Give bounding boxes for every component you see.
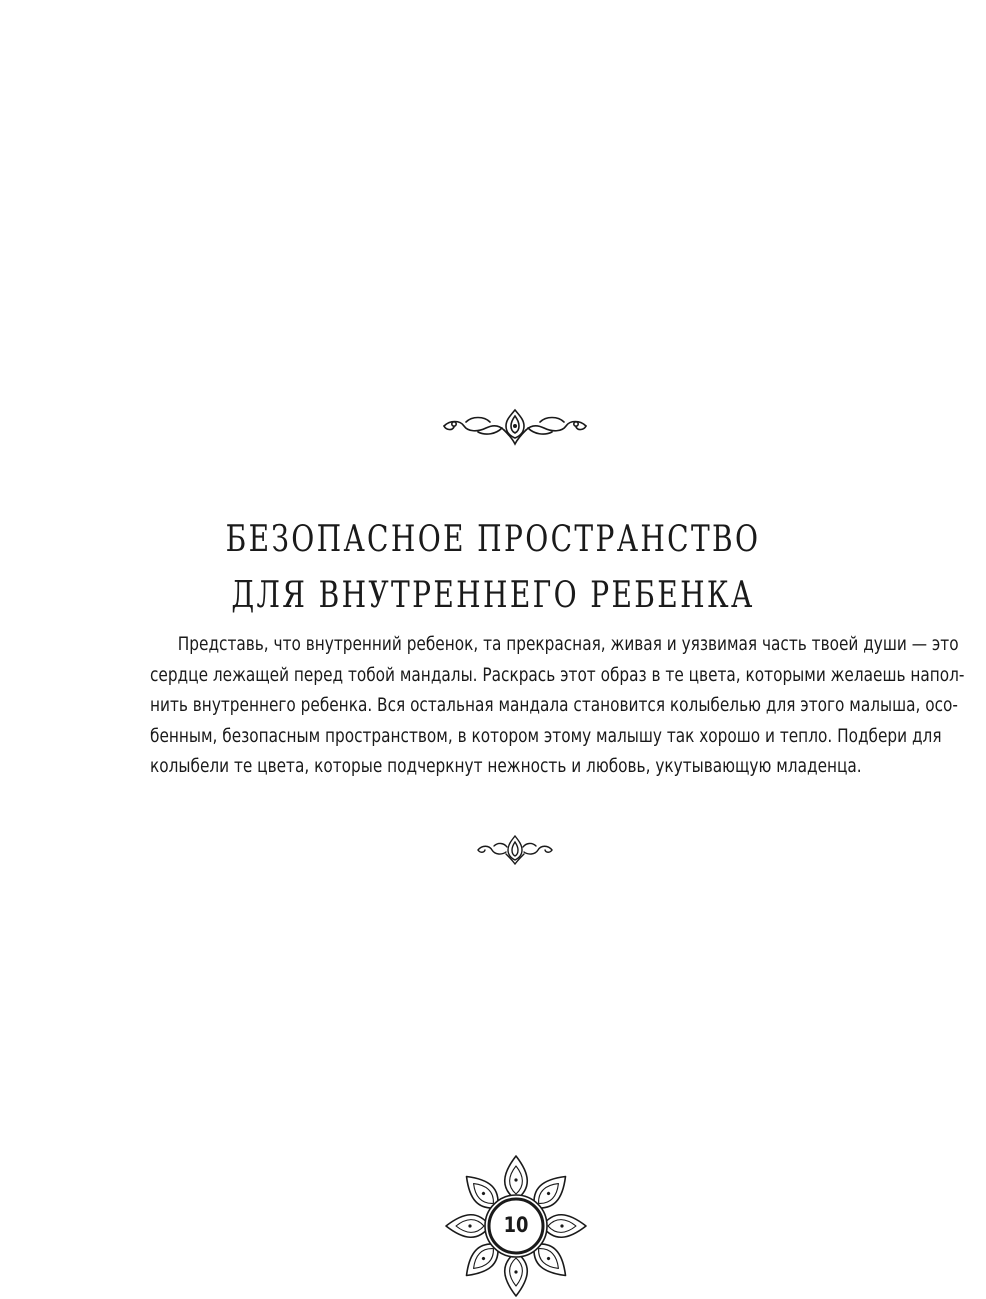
- paragraph-line: бенным, безопасным пространством, в котором этому малышу так хорошо и тепло. Подбери для: [150, 725, 942, 747]
- title-line-1: БЕЗОПАСНОЕ ПРОСТРАНСТВО: [225, 519, 761, 560]
- paragraph-line: сердце лежащей перед тобой мандалы. Раскрась этот образ в те цвета, которыми желаешь напол-: [150, 664, 965, 686]
- paragraph-line: нить внутреннего ребенка. Вся остальная мандала становится колыбелью для этого малыша, осо-: [150, 695, 958, 716]
- paragraph-line: Представь, что внутренний ребенок, та прекрасная, живая и уязвимая часть твоей души — это: [177, 634, 959, 655]
- title-line-2: ДЛЯ ВНУТРЕННЕГО РЕБЕНКА: [231, 575, 755, 616]
- page-title: [108, 512, 877, 624]
- small-flourish-divider-icon: [474, 832, 556, 866]
- page-number: 10: [503, 1213, 529, 1237]
- paragraph-line: колыбели те цвета, которые подчеркнут нежность и любовь, укутывающую младенца.: [150, 756, 862, 777]
- flourish-divider-icon: [438, 404, 592, 448]
- body-paragraph: [150, 630, 965, 783]
